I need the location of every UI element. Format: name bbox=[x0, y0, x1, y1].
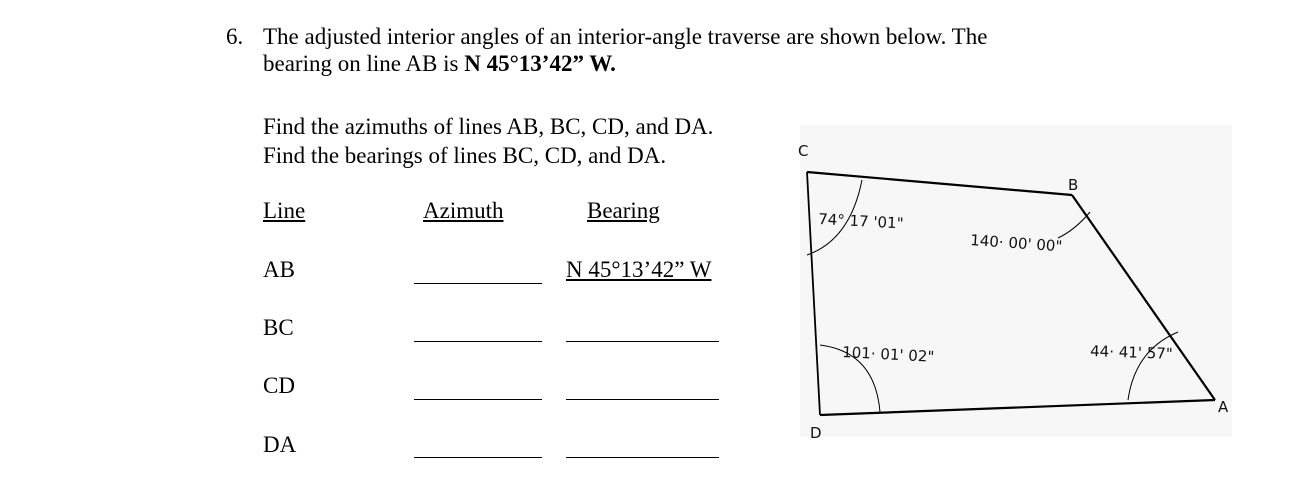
instruction-bearings: Find the bearings of lines BC, CD, and DA. bbox=[263, 143, 667, 168]
angle-c-label: 74° 17 '01" bbox=[817, 210, 904, 233]
bearing-bc-blank[interactable] bbox=[566, 341, 719, 342]
problem-line-2-text: bearing on line AB is bbox=[263, 51, 465, 76]
vertex-d-label: D bbox=[810, 424, 822, 442]
angle-b-label: 140· 00' 00" bbox=[969, 231, 1063, 256]
angle-d-label: 101· 01' 02" bbox=[841, 343, 935, 366]
header-line: Line bbox=[263, 198, 306, 223]
header-azimuth: Azimuth bbox=[423, 198, 504, 223]
problem-number: 6. bbox=[226, 24, 244, 49]
row-bc-line: BC bbox=[263, 315, 294, 340]
instruction-azimuths: Find the azimuths of lines AB, BC, CD, and DA. bbox=[263, 114, 714, 139]
vertex-b-label: B bbox=[1068, 176, 1079, 194]
row-cd-line: CD bbox=[263, 373, 295, 398]
angle-a-label: 44· 41' 57" bbox=[1089, 342, 1174, 363]
scan-background bbox=[800, 125, 1232, 437]
azimuth-bc-blank[interactable] bbox=[414, 341, 542, 342]
problem-statement bbox=[263, 23, 987, 77]
problem-line-2 bbox=[263, 50, 987, 77]
given-bearing: N 45°13’42” W. bbox=[464, 51, 616, 76]
row-ab-line: AB bbox=[263, 257, 295, 282]
header-bearing: Bearing bbox=[587, 198, 660, 223]
problem-line-1: The adjusted interior angles of an interior-angle traverse are shown below. The bbox=[263, 24, 988, 49]
row-da-line: DA bbox=[263, 432, 297, 457]
bearing-da-blank[interactable] bbox=[566, 457, 719, 458]
azimuth-da-blank[interactable] bbox=[414, 457, 542, 458]
vertex-a-label: A bbox=[1218, 398, 1229, 416]
row-ab-bearing: N 45°13’42” W bbox=[566, 257, 712, 282]
traverse-diagram bbox=[790, 120, 1235, 445]
vertex-c-label: C bbox=[798, 142, 809, 160]
azimuth-ab-blank[interactable] bbox=[414, 283, 542, 284]
azimuth-cd-blank[interactable] bbox=[414, 399, 542, 400]
bearing-cd-blank[interactable] bbox=[566, 399, 719, 400]
